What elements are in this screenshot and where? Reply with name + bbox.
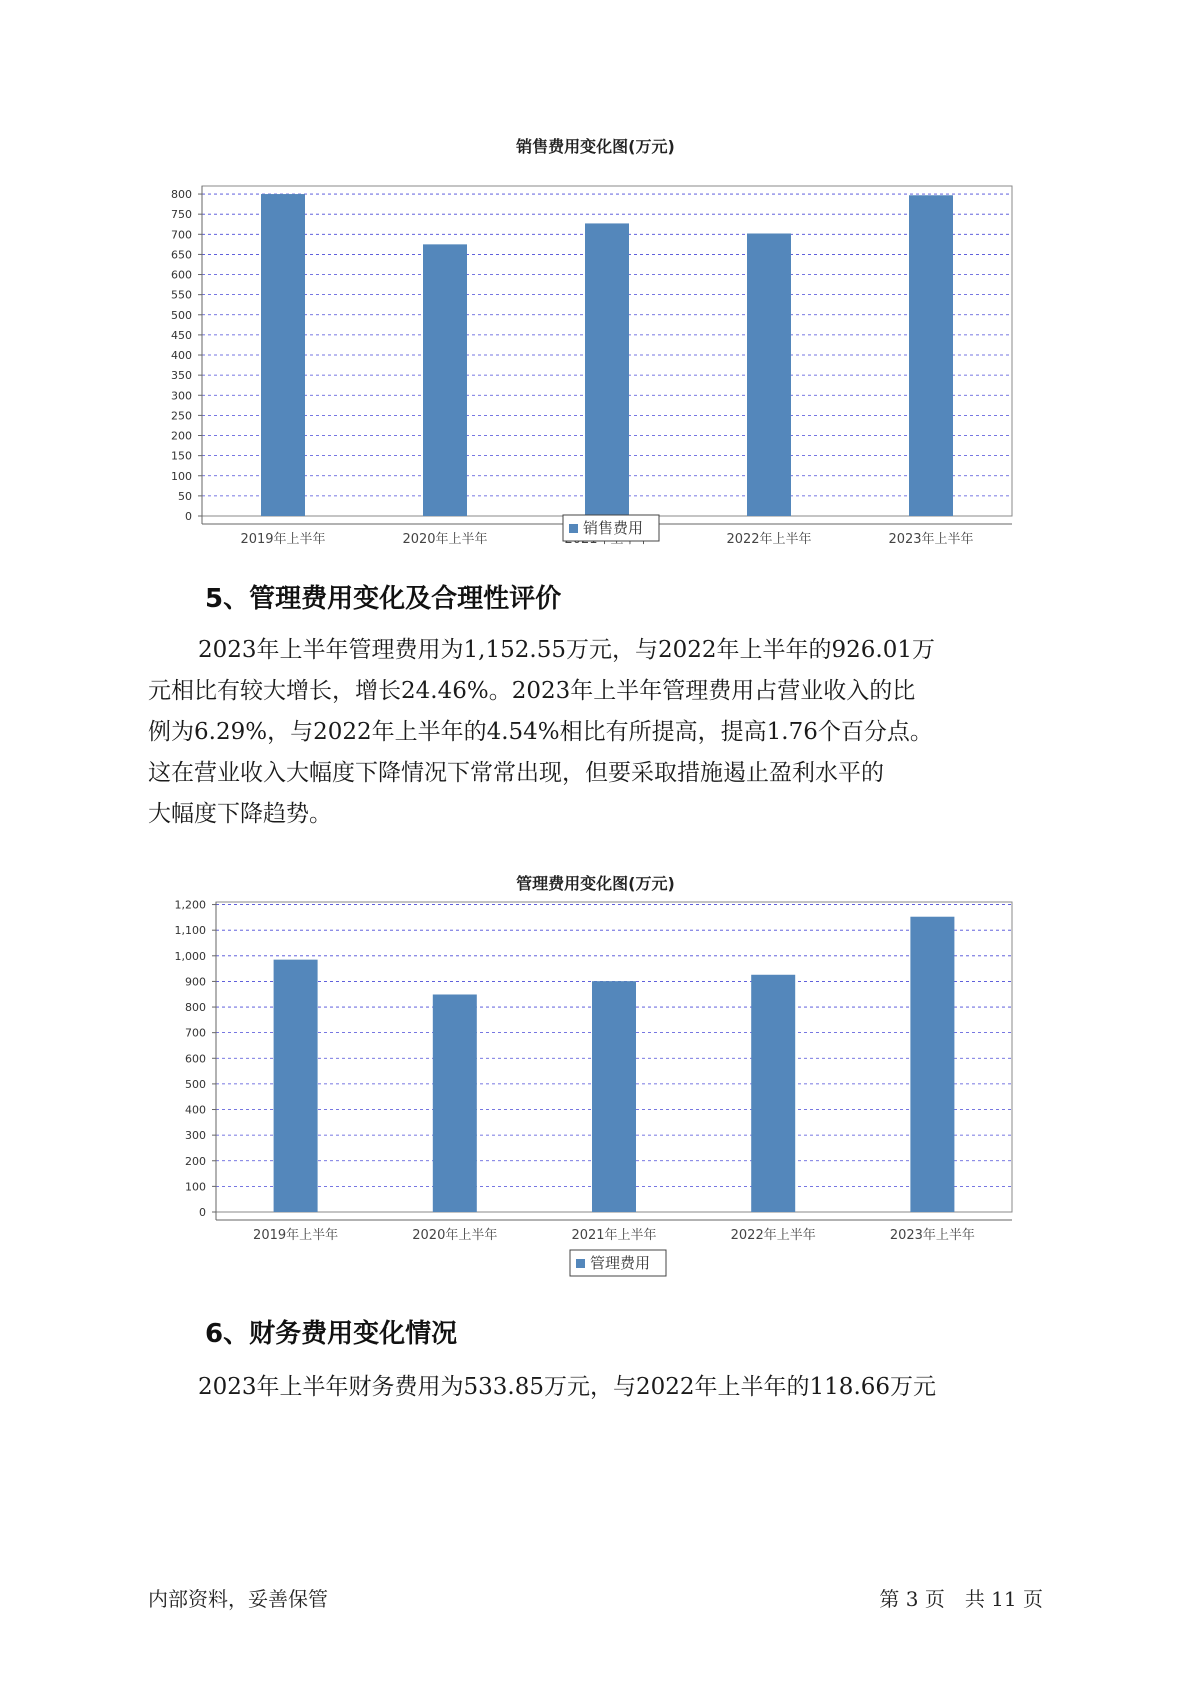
bar xyxy=(423,244,467,516)
y-tick-label: 550 xyxy=(171,288,192,302)
section5-line-2: 元相比有较大增长，增长24.46%。2023年上半年管理费用占营业收入的比 xyxy=(148,678,916,704)
y-tick-label: 350 xyxy=(171,369,192,383)
x-tick-label: 2023年上半年 xyxy=(889,1228,975,1243)
footer-page-number: 第 3 页 共 11 页 xyxy=(879,1587,1043,1611)
bar xyxy=(751,975,795,1212)
chart1-title: 销售费用变化图(万元) xyxy=(516,137,675,156)
x-tick-label: 2023年上半年 xyxy=(888,532,974,547)
bar xyxy=(585,223,629,516)
section5-line-1: 2023年上半年管理费用为1,152.55万元，与2022年上半年的926.01万 xyxy=(198,637,935,663)
x-tick-label: 2022年上半年 xyxy=(726,532,812,547)
y-tick-label: 750 xyxy=(171,208,192,222)
x-tick-label: 2021年上半年 xyxy=(571,1228,657,1243)
y-tick-label: 0 xyxy=(199,1206,206,1219)
y-tick-label: 150 xyxy=(171,449,192,463)
bar xyxy=(747,233,791,516)
y-tick-label: 400 xyxy=(185,1103,206,1117)
section5-line-4: 这在营业收入大幅度下降情况下常常出现，但要采取措施遏止盈利水平的 xyxy=(148,760,884,786)
y-tick-label: 300 xyxy=(171,389,192,403)
y-tick-label: 800 xyxy=(185,1001,206,1015)
y-tick-label: 900 xyxy=(185,975,206,989)
y-tick-label: 500 xyxy=(185,1077,206,1091)
bar xyxy=(274,960,318,1212)
section5-line-3: 例为6.29%，与2022年上半年的4.54%相比有所提高，提高1.76个百分点。 xyxy=(148,719,933,745)
x-tick-label: 2019年上半年 xyxy=(253,1228,339,1243)
y-tick-label: 0 xyxy=(185,510,192,523)
section5-paragraph xyxy=(148,630,1048,835)
footer-confidential-note: 内部资料，妥善保管 xyxy=(148,1587,328,1611)
y-tick-label: 50 xyxy=(178,489,192,503)
y-tick-label: 600 xyxy=(171,268,192,282)
y-tick-label: 700 xyxy=(171,228,192,242)
bar xyxy=(909,195,953,516)
y-tick-label: 600 xyxy=(185,1052,206,1066)
y-tick-label: 650 xyxy=(171,248,192,262)
section6-heading: 6、财务费用变化情况 xyxy=(205,1319,458,1349)
x-tick-label: 2022年上半年 xyxy=(730,1228,816,1243)
y-tick-label: 1,100 xyxy=(174,924,206,938)
y-tick-label: 1,000 xyxy=(174,949,206,963)
y-tick-label: 450 xyxy=(171,328,192,342)
y-tick-label: 200 xyxy=(185,1154,206,1168)
y-tick-label: 400 xyxy=(171,349,192,363)
legend-label: 销售费用 xyxy=(583,519,644,537)
legend-swatch xyxy=(576,1259,585,1268)
chart1-sales-expense xyxy=(0,165,1191,555)
section6-paragraph xyxy=(148,1367,1048,1408)
bar xyxy=(592,981,636,1212)
section5-heading: 5、管理费用变化及合理性评价 xyxy=(205,584,562,614)
x-tick-label: 2020年上半年 xyxy=(402,532,488,547)
chart2-title: 管理费用变化图(万元) xyxy=(516,874,675,893)
x-tick-label: 2020年上半年 xyxy=(412,1228,498,1243)
y-tick-label: 100 xyxy=(171,469,192,483)
section6-line-1: 2023年上半年财务费用为533.85万元，与2022年上半年的118.66万元 xyxy=(198,1374,937,1400)
y-tick-label: 700 xyxy=(185,1026,206,1040)
bar xyxy=(910,917,954,1212)
section5-line-5: 大幅度下降趋势。 xyxy=(148,801,332,827)
legend-label: 管理费用 xyxy=(590,1254,651,1272)
legend-swatch xyxy=(569,524,578,533)
x-tick-label: 2019年上半年 xyxy=(240,532,326,547)
y-tick-label: 250 xyxy=(171,409,192,423)
chart2-admin-expense xyxy=(0,900,1191,1295)
y-tick-label: 300 xyxy=(185,1129,206,1143)
bar xyxy=(261,194,305,516)
y-tick-label: 1,200 xyxy=(174,900,206,912)
y-tick-label: 200 xyxy=(171,429,192,443)
y-tick-label: 100 xyxy=(185,1180,206,1194)
bar xyxy=(433,994,477,1212)
y-tick-label: 500 xyxy=(171,308,192,322)
y-tick-label: 800 xyxy=(171,188,192,202)
